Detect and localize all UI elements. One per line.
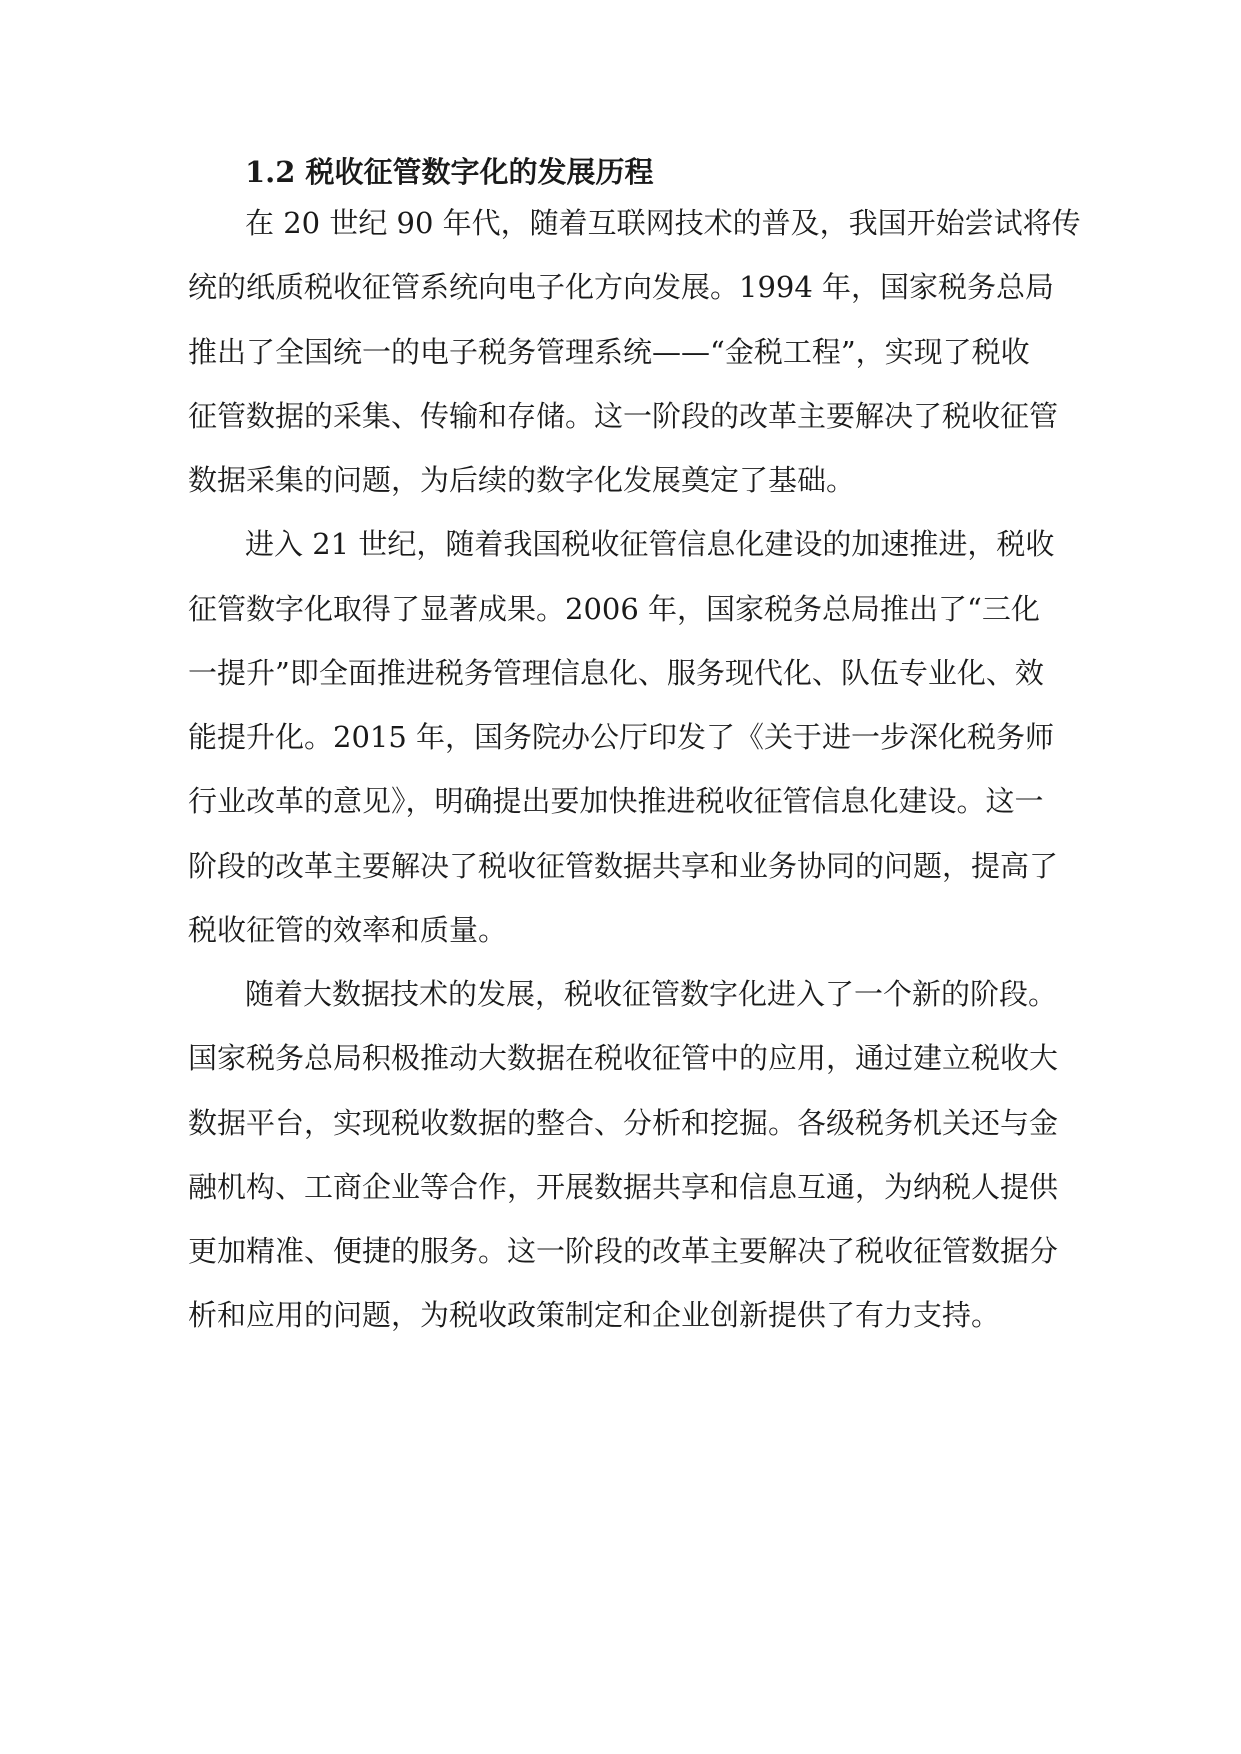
paragraph-line: 征管数据的采集、传输和存储。这一阶段的改革主要解决了税收征管 — [188, 399, 1059, 433]
paragraph-line: 一提升”即全面推进税务管理信息化、服务现代化、队伍专业化、效 — [188, 656, 1044, 690]
paragraph-line: 数据平台，实现税收数据的整合、分析和挖掘。各级税务机关还与金 — [188, 1106, 1059, 1140]
paragraph-line: 进入 21 世纪，随着我国税收征管信息化建设的加速推进，税收 — [245, 527, 1055, 561]
paragraph-line: 税收征管的效率和质量。 — [188, 913, 508, 947]
section-heading: 1.2 税收征管数字化的发展历程 — [245, 155, 654, 189]
paragraph-line: 在 20 世纪 90 年代，随着互联网技术的普及，我国开始尝试将传 — [245, 206, 1081, 240]
paragraph-line: 数据采集的问题，为后续的数字化发展奠定了基础。 — [188, 463, 856, 497]
paragraph-line: 析和应用的问题，为税收政策制定和企业创新提供了有力支持。 — [188, 1298, 1001, 1332]
paragraph-line: 融机构、工商企业等合作，开展数据共享和信息互通，为纳税人提供 — [188, 1170, 1059, 1204]
paragraph-line: 国家税务总局积极推动大数据在税收征管中的应用，通过建立税收大 — [188, 1041, 1059, 1075]
paragraph-line: 能提升化。2015 年，国务院办公厅印发了《关于进一步深化税务师 — [188, 720, 1055, 754]
paragraph-line: 更加精准、便捷的服务。这一阶段的改革主要解决了税收征管数据分 — [188, 1234, 1059, 1268]
paragraph-line: 推出了全国统一的电子税务管理系统——“金税工程”，实现了税收 — [188, 335, 1030, 369]
paragraph-line: 行业改革的意见》，明确提出要加快推进税收征管信息化建设。这一 — [188, 784, 1044, 818]
paragraph-line: 征管数字化取得了显著成果。2006 年，国家税务总局推出了“三化 — [188, 592, 1040, 626]
paragraph-line: 统的纸质税收征管系统向电子化方向发展。1994 年，国家税务总局 — [188, 270, 1055, 304]
paragraph-line: 阶段的改革主要解决了税收征管数据共享和业务协同的问题，提高了 — [188, 849, 1059, 883]
paragraph-line: 随着大数据技术的发展，税收征管数字化进入了一个新的阶段。 — [245, 977, 1058, 1011]
